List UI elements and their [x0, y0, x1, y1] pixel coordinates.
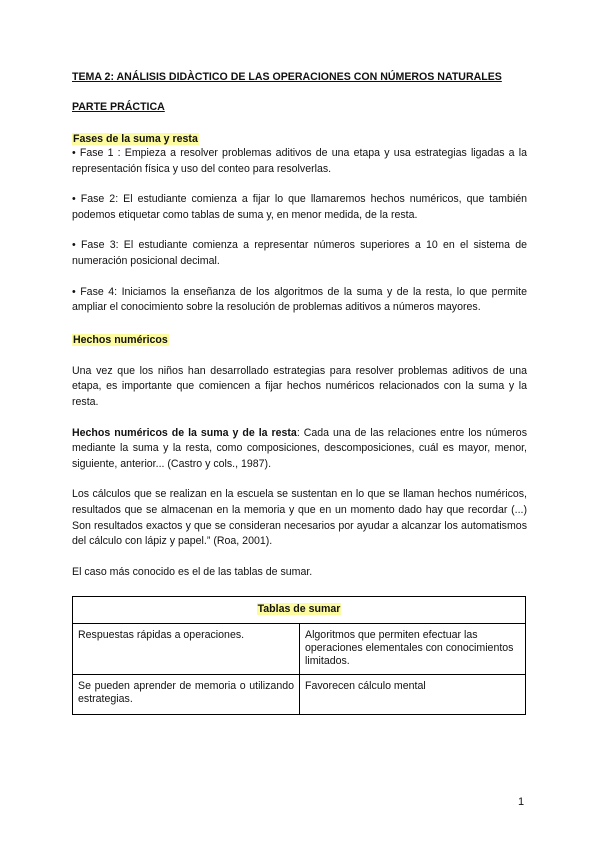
definition-text: : Cada una de las relaciones entre los números mediante la suma y la resta, como composiciones, descomposiciones, cuál es mayor, menor, siguiente, anterior... (Castro y cols., 1987). [72, 426, 527, 470]
page-number: 1 [518, 796, 525, 808]
table-cell: Se pueden aprender de memoria o utilizando estrategias. [73, 675, 300, 715]
sum-tables-table [72, 596, 526, 715]
calculations-paragraph: Los cálculos que se realizan en la escuela se sustentan en lo que se llaman hechos numéricos, resultados que se almacenan en la memoria y que en un momento dado hay que recordar (...) Son resultados exactos y que se consideran necesarios por ayudar a alcanzar los automatismos del cálculo con lápiz y papel.” (Roa, 2001). [72, 488, 527, 548]
part-title: PARTE PRÁCTICA [72, 101, 165, 113]
table-header [73, 597, 526, 624]
table-cell: Favorecen cálculo mental [300, 675, 526, 715]
document-title: TEMA 2: ANÁLISIS DIDÀCTICO DE LAS OPERACIONES CON NÚMEROS NATURALES [72, 71, 502, 83]
section-heading-phases-text: Fases de la suma y resta [73, 133, 198, 145]
section-heading-facts-text: Hechos numéricos [73, 333, 168, 346]
known-case-paragraph: El caso más conocido es el de las tablas de sumar. [72, 565, 313, 578]
table-row [73, 624, 526, 675]
phase-item: • Fase 3: El estudiante comienza a representar números superiores a 10 en el sistema de numeración posicional decimal. [72, 239, 527, 267]
document-page [72, 70, 527, 715]
table-cell: Respuestas rápidas a operaciones. [73, 624, 300, 675]
table-header-text: Tablas de sumar [257, 603, 341, 616]
facts-definition [72, 426, 527, 473]
facts-intro: Una vez que los niños han desarrollado estrategias para resolver problemas aditivos de una etapa, es importante que comiencen a fijar hechos numéricos relacionados con la suma y la resta. [72, 364, 527, 408]
phase-item: • Fase 2: El estudiante comienza a fijar lo que llamaremos hechos numéricos, que también podemos etiquetar como tablas de suma y, en menor medida, de la resta. [72, 193, 527, 221]
table-row [73, 675, 526, 715]
section-heading-facts [72, 333, 527, 347]
phase-item: • Fase 1 : Empieza a resolver problemas aditivos de una etapa y usa estrategias ligadas a la representación física y uso del conteo para resolverlas. [72, 147, 527, 175]
section-heading-phases [72, 132, 527, 146]
table-cell: Algoritmos que permiten efectuar las operaciones elementales con conocimientos limitados. [300, 624, 526, 675]
definition-term: Hechos numéricos de la suma y de la resta [72, 426, 297, 439]
phase-item: • Fase 4: Iniciamos la enseñanza de los algoritmos de la suma y de la resta, lo que permite ampliar el conocimiento sobre la resolución de problemas aditivos a números mayores. [72, 285, 527, 314]
